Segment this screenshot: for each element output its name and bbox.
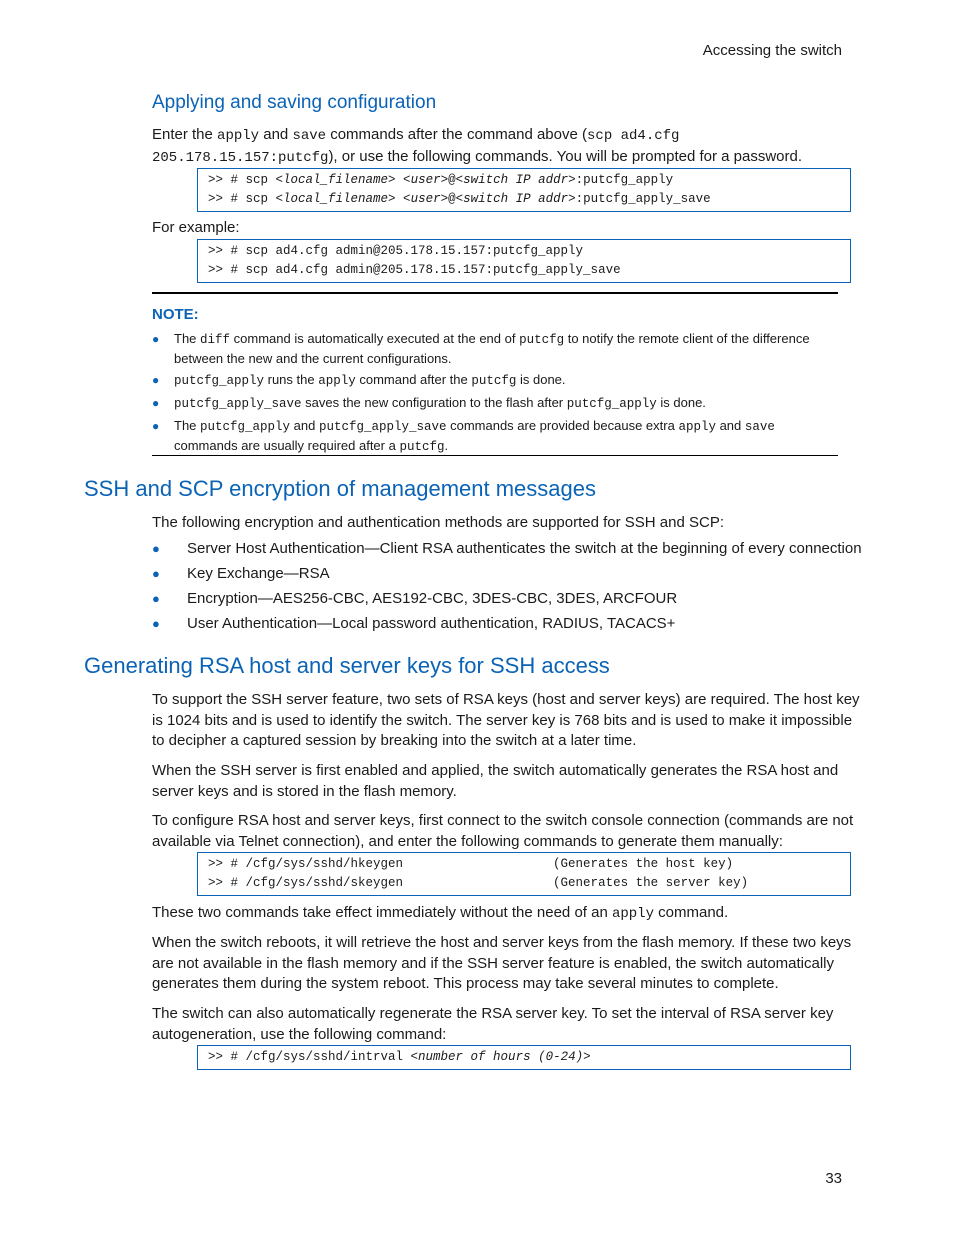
applying-intro: Enter the apply and save commands after the command above (scp ad4.cfg 205.178.15.157:putcfg), or use the following commands. You will be prompted for a password. xyxy=(152,126,803,166)
rsa-paragraph: The switch can also automatically regenerate the RSA server key. To set the interval of RSA server key autogeneration, use the following command: xyxy=(152,1005,834,1043)
scp-syntax-code-block xyxy=(197,168,851,212)
example-label: For example: xyxy=(152,219,240,236)
bullet-icon: ● xyxy=(152,616,160,631)
scp-example-line: >> # scp ad4.cfg admin@205.178.15.157:putcfg_apply xyxy=(208,244,584,258)
bullet-icon: ● xyxy=(152,419,160,433)
scp-syntax-line: >> # scp <local_filename> <user>@<switch IP addr>:putcfg_apply_save xyxy=(208,192,711,206)
bullet-icon: ● xyxy=(152,541,160,556)
ssh-method-item: ● Encryption—AES256-CBC, AES192-CBC, 3DES-CBC, 3DES, ARCFOUR xyxy=(152,590,678,607)
keygen-line: >> # /cfg/sys/sshd/skeygen (Generates the server key) xyxy=(208,876,749,890)
bullet-icon: ● xyxy=(152,591,160,606)
bullet-icon: ● xyxy=(152,332,160,346)
note-item: ● putcfg_apply_save saves the new configuration to the flash after putcfg_apply is done. xyxy=(152,395,706,411)
scp-example-line: >> # scp ad4.cfg admin@205.178.15.157:putcfg_apply_save xyxy=(208,263,621,277)
heading-applying-saving: Applying and saving configuration xyxy=(152,92,437,113)
note-item: ● The putcfg_apply and putcfg_apply_save commands are provided because extra apply and save commands are usually required after a putcfg. xyxy=(152,418,775,454)
heading-ssh-scp-encryption: SSH and SCP encryption of management messages xyxy=(84,476,596,501)
heading-rsa-keys: Generating RSA host and server keys for SSH access xyxy=(84,653,610,678)
keygen-code-block xyxy=(197,852,851,896)
ssh-method-item: ● Key Exchange—RSA xyxy=(152,565,330,582)
ssh-method-item: ● User Authentication—Local password authentication, RADIUS, TACACS+ xyxy=(152,615,676,632)
note-item: ● The diff command is automatically executed at the end of putcfg to notify the remote client of the difference between the new and the current configurations. xyxy=(152,331,810,366)
keygen-line: >> # /cfg/sys/sshd/hkeygen (Generates the host key) xyxy=(208,857,734,871)
rsa-paragraph: To support the SSH server feature, two sets of RSA keys (host and server keys) are required. The host key is 1024 bits and is used to identify the switch. The server key is 768 bits and is used to make it impossible to decipher a captured session by breaking into the switch at a later time. xyxy=(152,691,860,749)
scp-syntax-line: >> # scp <local_filename> <user>@<switch IP addr>:putcfg_apply xyxy=(208,173,674,187)
ssh-method-item: ● Server Host Authentication—Client RSA authenticates the switch at the beginning of every connection xyxy=(152,540,862,557)
rsa-paragraph: To configure RSA host and server keys, first connect to the switch console connection (commands are not available via Telnet connection), and enter the following commands to generate them manually: xyxy=(152,812,854,850)
note-top-rule xyxy=(152,292,838,294)
bullet-icon: ● xyxy=(152,396,160,410)
bullet-icon: ● xyxy=(152,566,160,581)
note-bottom-rule xyxy=(152,455,838,456)
scp-example-code-block xyxy=(197,239,851,283)
ssh-scp-intro: The following encryption and authentication methods are supported for SSH and SCP: xyxy=(152,514,725,531)
interval-code-block: >> # /cfg/sys/sshd/intrval <number of hours (0-24)> xyxy=(197,1045,851,1070)
rsa-paragraph: When the switch reboots, it will retrieve the host and server keys from the flash memory. If these two keys are not available in the flash memory and if the SSH server feature is enabled, the switch automatically generates them during the system reboot. This process may take several minutes to complete. xyxy=(152,934,852,992)
running-header: Accessing the switch xyxy=(702,42,842,59)
page-number: 33 xyxy=(825,1170,842,1187)
rsa-paragraph: When the SSH server is first enabled and applied, the switch automatically generates the RSA host and server keys and is stored in the flash memory. xyxy=(152,762,839,800)
note-item: ● putcfg_apply runs the apply command after the putcfg is done. xyxy=(152,372,566,388)
note-title: NOTE: xyxy=(152,306,199,323)
bullet-icon: ● xyxy=(152,373,160,387)
rsa-paragraph: These two commands take effect immediately without the need of an apply command. xyxy=(152,904,729,922)
